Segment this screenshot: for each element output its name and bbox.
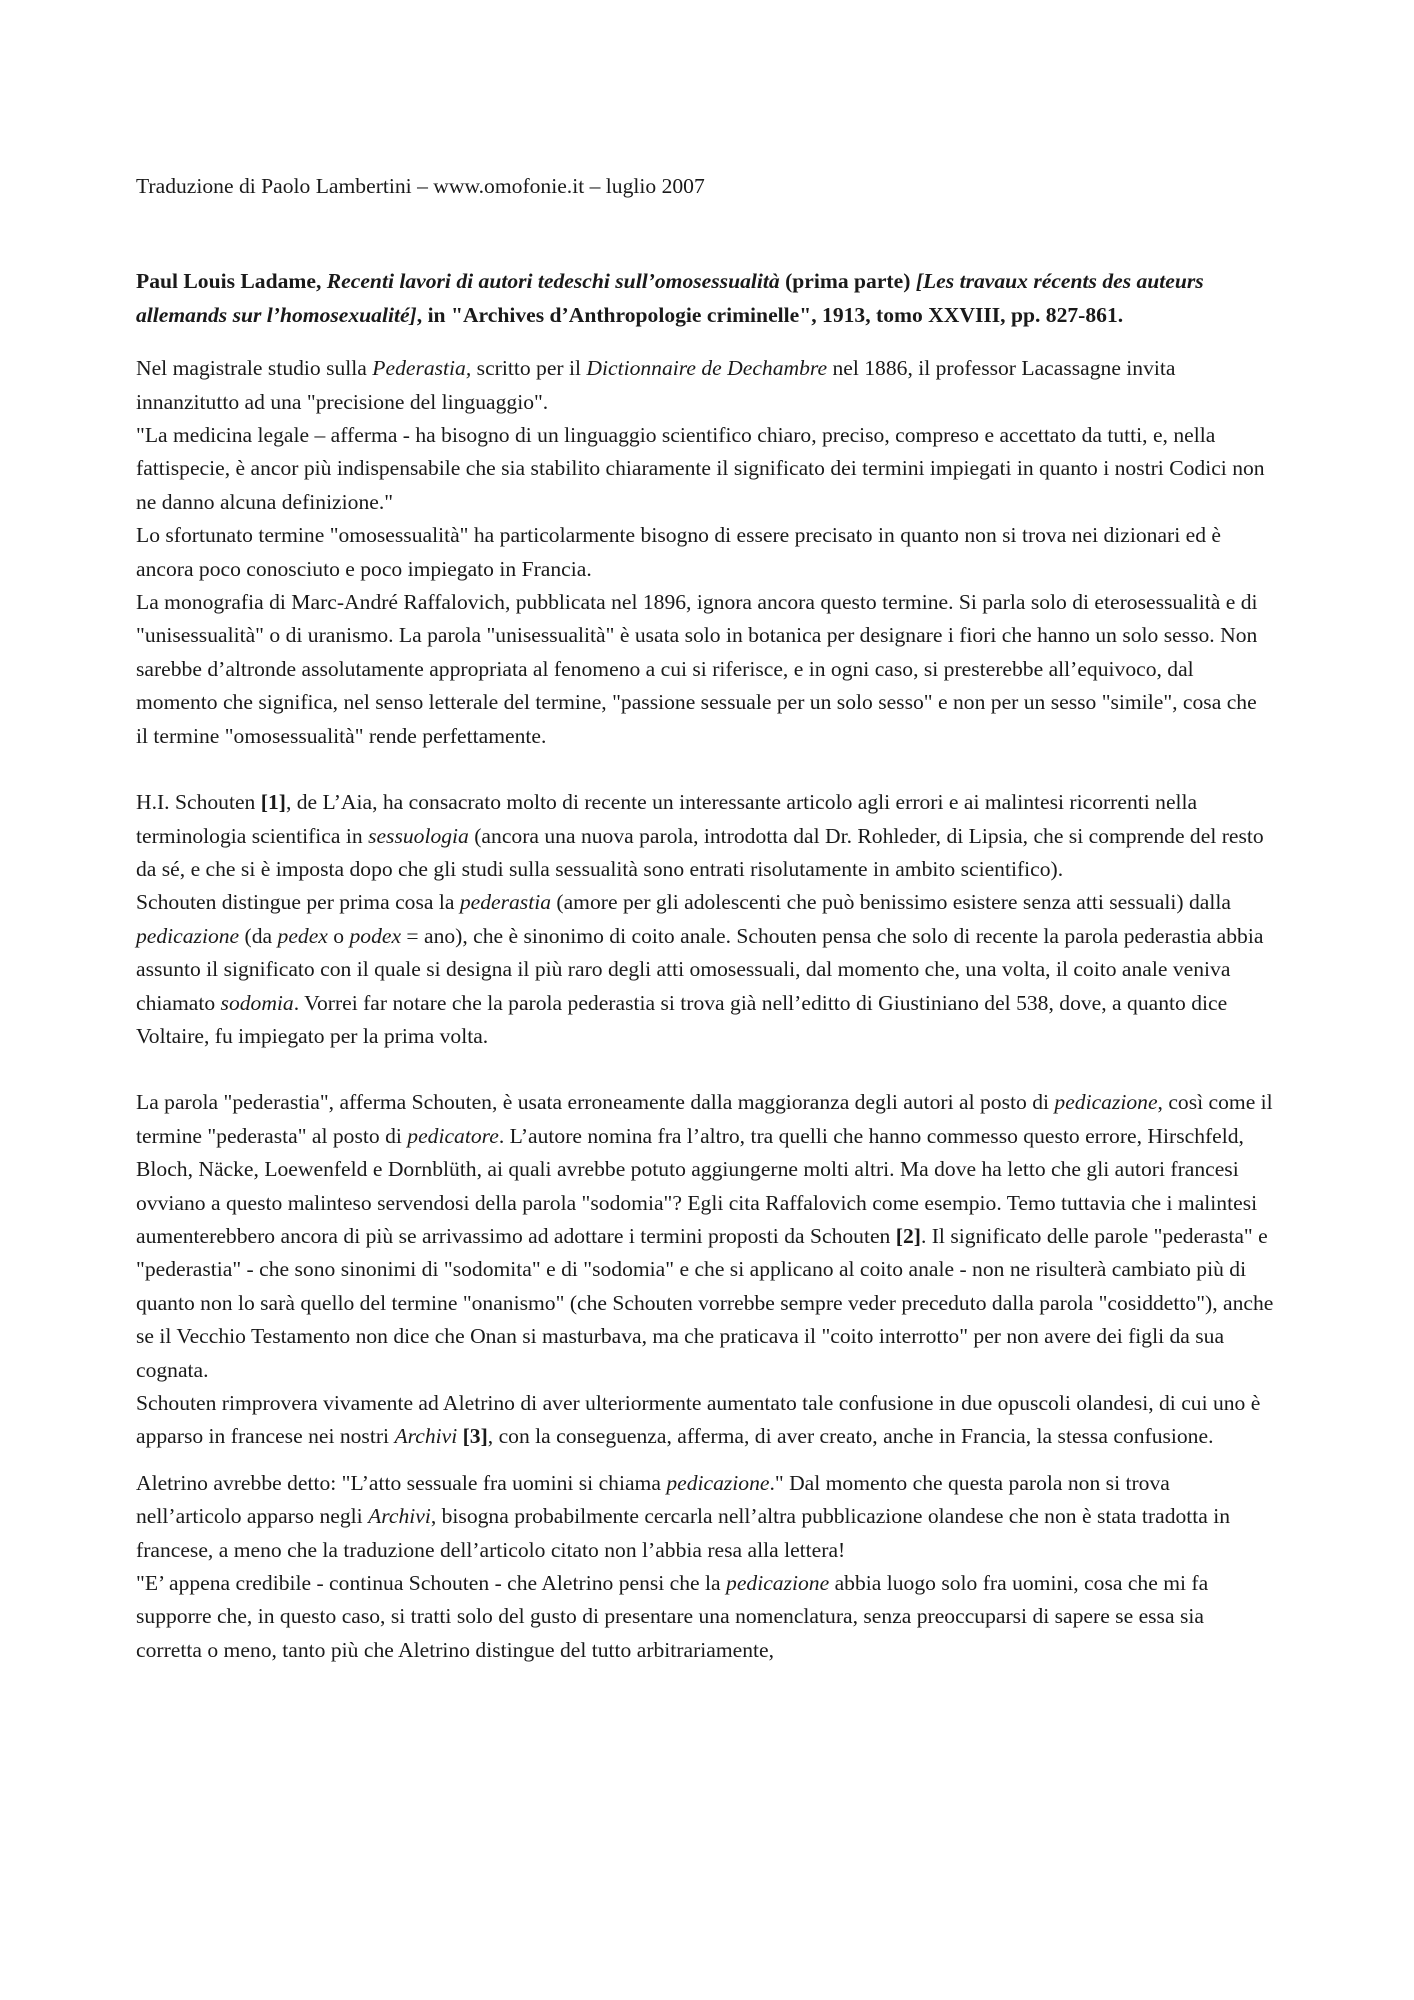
- translation-credit: Traduzione di Paolo Lambertini – www.omofonie.it – luglio 2007: [136, 174, 705, 198]
- paragraph-1: Nel magistrale studio sulla Pederastia, scritto per il Dictionnaire de Dechambre nel 1886, il professor Lacassagne invita innanzitutto ad una "precisione del linguaggio".: [136, 356, 1176, 414]
- paragraph-7: La parola "pederastia", afferma Schouten, è usata erroneamente dalla maggioranza degli autori al posto di pedicazione, così come il termine "pederasta" al posto di pedicatore. L’autore nomina fra l’altro, tra quelli che hanno commesso questo errore, Hirschfeld, Bloch, Näcke, Loewenfeld e Dornblüth, ai quali avrebbe potuto aggiungerne molti altri. Ma dove ha letto che gli autori francesi ovviano a questo malinteso servendosi della parola "sodomia"? Egli cita Raffalovich come esempio. Temo tuttavia che i malintesi aumenterebbero ancora di più se arrivassimo ad adottare i termini proposti da Schouten [2]. Il significato delle parole "pederasta" e "pederastia" - che sono sinonimi di "sodomita" e di "sodomia" e che si applicano al coito anale - non ne risulterà cambiato più di quanto non lo sarà quello del termine "onanismo" (che Schouten vorrebbe sempre veder preceduto dalla parola "cosiddetto"), anche se il Vecchio Testamento non dice che Onan si masturbava, ma che praticava il "coito interrotto" per non avere dei figli da sua cognata.: [136, 1090, 1274, 1382]
- paragraph-4: La monografia di Marc-André Raffalovich, pubblicata nel 1896, ignora ancora questo termine. Si parla solo di eterosessualità e di "unisessualità" o di uranismo. La parola "unisessualità" è usata solo in botanica per designare i fiori che hanno un solo sesso. Non sarebbe d’altronde assolutamente appropriata al fenomeno a cui si riferisce, e in ogni caso, si presterebbe all’equivoco, dal momento che significa, nel senso letterale del termine, "passione sessuale per un solo sesso" e non per un sesso "simile", cosa che il termine "omosessualità" rende perfettamente.: [136, 590, 1258, 748]
- paragraph-10: "E’ appena credibile - continua Schouten - che Aletrino pensi che la pedicazione abbia luogo solo fra uomini, cosa che mi fa supporre che, in questo caso, si tratti solo del gusto di presentare una nomenclatura, senza preoccuparsi di sapere se essa sia corretta o meno, tanto più che Aletrino distingue del tutto arbitrariamente,: [136, 1571, 1209, 1662]
- paragraph-2: "La medicina legale – afferma - ha bisogno di un linguaggio scientifico chiaro, preciso, compreso e accettato da tutti, e, nella fattispecie, è ancor più indispensabile che sia stabilito chiaramente il significato dei termini impiegati in quanto i nostri Codici non ne danno alcuna definizione.": [136, 423, 1265, 514]
- paragraph-5: H.I. Schouten [1], de L’Aia, ha consacrato molto di recente un interessante articolo agli errori e ai malintesi ricorrenti nella terminologia scientifica in sessuologia (ancora una nuova parola, introdotta dal Dr. Rohleder, di Lipsia, che si comprende del resto da sé, e che si è imposta dopo che gli studi sulla sessualità sono entrati risolutamente in ambito scientifico).: [136, 790, 1264, 881]
- bibliographic-reference: [136, 265, 1274, 332]
- reference-source: , in "Archives d’Anthropologie criminelle", 1913, tomo XXVIII, pp. 827-861.: [416, 302, 1124, 327]
- footnote-ref-1[interactable]: [1]: [260, 790, 286, 815]
- footnote-ref-2[interactable]: [2]: [895, 1223, 921, 1248]
- reference-part: (prima parte): [779, 269, 916, 294]
- paragraph-3: Lo sfortunato termine "omosessualità" ha particolarmente bisogno di essere precisato in quanto non si trova nei dizionari ed è ancora poco conosciuto e poco impiegato in Francia.: [136, 523, 1222, 581]
- reference-title-french: [Les travaux récents des auteurs allemands sur l’homosexualité]: [136, 269, 1204, 327]
- paragraph-6: Schouten distingue per prima cosa la pederastia (amore per gli adolescenti che può benissimo esistere senza atti sessuali) dalla pedicazione (da pedex o podex = ano), che è sinonimo di coito anale. Schouten pensa che solo di recente la parola pederastia abbia assunto il significato con il quale si designa il più raro degli atti omosessuali, dal momento che, una volta, il coito anale veniva chiamato sodomia. Vorrei far notare che la parola pederastia si trova già nell’editto di Giustiniano del 538, dove, a quanto dice Voltaire, fu impiegato per la prima volta.: [136, 890, 1264, 1048]
- reference-title-italian: Recenti lavori di autori tedeschi sull’omosessualità: [326, 269, 780, 294]
- reference-author: Paul Louis Ladame,: [136, 269, 327, 294]
- footnote-ref-3[interactable]: [3]: [462, 1424, 488, 1449]
- paragraph-9: Aletrino avrebbe detto: "L’atto sessuale fra uomini si chiama pedicazione." Dal momento che questa parola non si trova nell’articolo apparso negli Archivi, bisogna probabilmente cercarla nell’altra pubblicazione olandese che non è stata tradotta in francese, a meno che la traduzione dell’articolo citato non l’abbia resa alla lettera!: [136, 1470, 1231, 1562]
- paragraph-8: Schouten rimprovera vivamente ad Aletrino di aver ulteriormente aumentato tale confusione in due opuscoli olandesi, di cui uno è apparso in francese nei nostri Archivi [3], con la conseguenza, afferma, di aver creato, anche in Francia, la stessa confusione.: [136, 1391, 1261, 1449]
